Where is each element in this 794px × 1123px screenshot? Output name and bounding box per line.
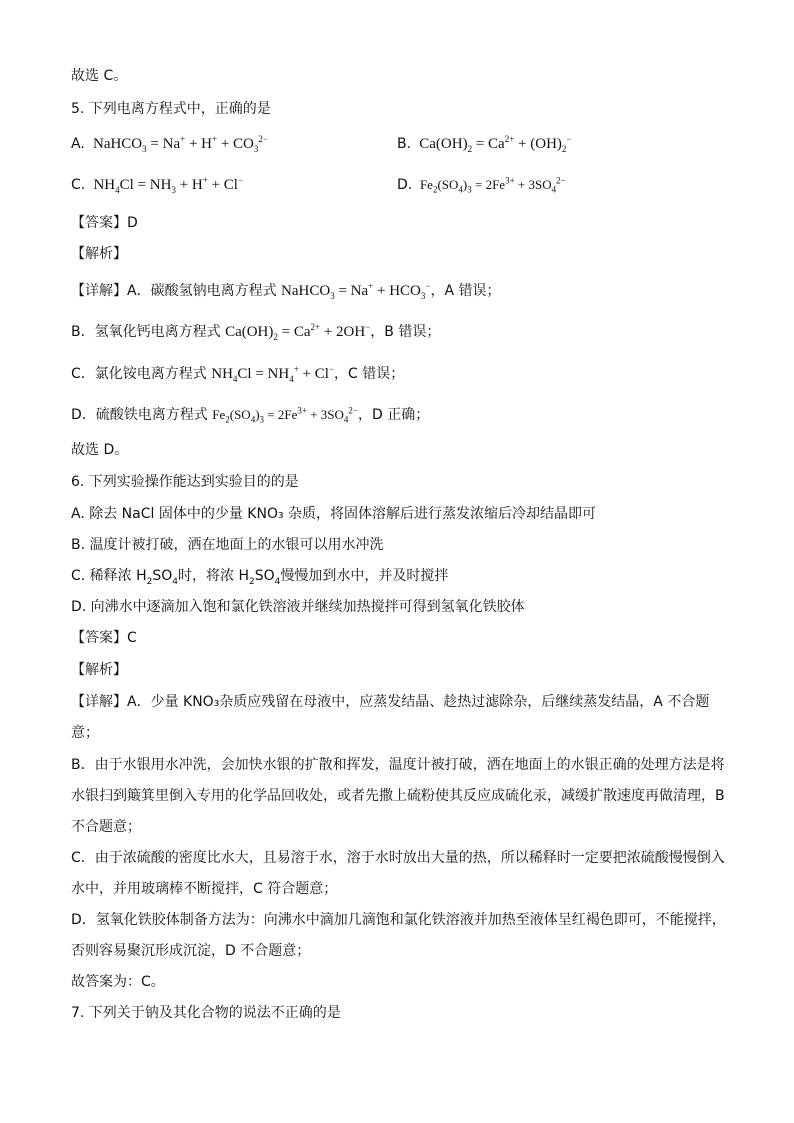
q5-option-c bbox=[71, 174, 243, 196]
question-6: 6. 下列实验操作能达到实验目的的是 bbox=[71, 474, 299, 490]
detail-text: ，A 错误； bbox=[430, 283, 501, 299]
explanation-line: C．由于浓硫酸的密度比水大，且易溶于水，溶于水时放出大量的热，所以稀释时一定要把浓硫酸慢慢倒入 bbox=[71, 850, 725, 866]
question-5: 5. 下列电离方程式中，正确的是 bbox=[71, 101, 271, 117]
q5-option-a bbox=[71, 133, 268, 155]
explanation-line: D．氢氧化铁胶体制备方法为：向沸水中滴加几滴饱和氯化铁溶液并加热至液体呈红褐色即可，不能搅拌， bbox=[71, 912, 726, 928]
explanation-line: 【详解】A．少量 KNO₃杂质应残留在母液中，应蒸发结晶、趁热过滤除杂，后继续蒸发结晶，A 不合题 bbox=[71, 694, 710, 710]
analysis-label: 【解析】 bbox=[71, 246, 127, 262]
answer-label: 【答案】C bbox=[71, 630, 137, 646]
equation-b: $Ca(OH)_2 = Ca^{2+} + (OH)_2^-$ bbox=[415, 134, 572, 154]
detail-d bbox=[71, 405, 429, 425]
equation-c: $NH_4Cl = NH_3 + H^+ + Cl^-$ bbox=[89, 175, 243, 195]
explanation-line: 水中，并用玻璃棒不断搅拌，C 符合题意； bbox=[71, 881, 338, 897]
answer-label: 【答案】D bbox=[71, 215, 138, 231]
explanation-line: B．由于水银用水冲洗，会加快水银的扩散和挥发，温度计被打破，洒在地面上的水银正确的处理方法是将 bbox=[71, 757, 725, 773]
explanation-line: 不合题意； bbox=[71, 819, 141, 835]
option-label: A. bbox=[71, 136, 85, 152]
conclusion-line: 故选 D。 bbox=[71, 442, 129, 458]
equation: $Ca(OH)_2 = Ca^{2+} + 2OH^-$ bbox=[225, 322, 371, 342]
detail-b bbox=[71, 322, 440, 342]
explanation-line: 否则容易聚沉形成沉淀，D 不合题意； bbox=[71, 943, 311, 959]
option-label: D. bbox=[397, 177, 413, 193]
conclusion-line: 故答案为：C。 bbox=[71, 974, 165, 990]
equation: $Fe_2(SO_4)_3 = 2Fe^{3+} + 3SO_4^{2-}$ bbox=[212, 405, 358, 425]
equation-d: $Fe_2(SO_4)_3 = 2Fe^{3+} + 3SO_4^{2-}$ bbox=[416, 175, 566, 195]
q6-option-d: D. 向沸水中逐滴加入饱和氯化铁溶液并继续加热搅拌可得到氢氧化铁胶体 bbox=[71, 599, 525, 615]
question-7: 7. 下列关于钠及其化合物的说法不正确的是 bbox=[71, 1005, 341, 1021]
q6-option-b: B. 温度计被打破，洒在地面上的水银可以用水冲洗 bbox=[71, 537, 384, 553]
detail-text: ，C 错误； bbox=[334, 366, 405, 382]
analysis-label: 【解析】 bbox=[71, 662, 127, 678]
detail-text: D．硫酸铁电离方程式 bbox=[71, 407, 213, 423]
explanation-line: 水银扫到簸箕里倒入专用的化学品回收处，或者先撒上硫粉使其反应成硫化汞，减缓扩散速度再做清理，B bbox=[71, 788, 725, 804]
detail-text: 【详解】A．碳酸氢钠电离方程式 bbox=[71, 283, 282, 299]
q6-option-c: C. 稀释浓 $H_2SO_4$时，将浓 $H_2SO_4$慢慢加到水中，并及时搅拌 bbox=[71, 568, 449, 587]
equation: NaHCO$_3$ = $Na^+ + HCO_3^-$ bbox=[281, 281, 431, 301]
detail-a bbox=[71, 281, 500, 301]
q5-option-b bbox=[397, 133, 572, 155]
explanation-line: 意； bbox=[71, 725, 99, 741]
option-label: B. bbox=[397, 136, 412, 152]
q5-option-d bbox=[397, 174, 566, 196]
detail-c bbox=[71, 364, 404, 384]
option-text: C. 稀释浓 H bbox=[71, 568, 147, 584]
conclusion-line: 故选 C。 bbox=[71, 68, 128, 84]
option-label: C. bbox=[71, 177, 86, 193]
detail-text: B．氢氧化钙电离方程式 bbox=[71, 324, 226, 340]
detail-text: ，D 正确； bbox=[357, 407, 430, 423]
detail-text: ，B 错误； bbox=[370, 324, 441, 340]
q6-option-a: A. 除去 NaCl 固体中的少量 KNO₃ 杂质，将固体溶解后进行蒸发浓缩后冷却结晶即可 bbox=[71, 506, 597, 522]
equation-a: NaHCO$_3$ = $Na^+ + H^+ + CO_3^{2-}$ bbox=[89, 134, 268, 154]
option-text: 慢慢加到水中，并及时搅拌 bbox=[280, 568, 449, 584]
option-text: 时，将浓 H bbox=[178, 568, 250, 584]
detail-text: C．氯化铵电离方程式 bbox=[71, 366, 212, 382]
equation: $NH_4Cl = NH_4^+ + Cl^-$ bbox=[211, 364, 334, 384]
